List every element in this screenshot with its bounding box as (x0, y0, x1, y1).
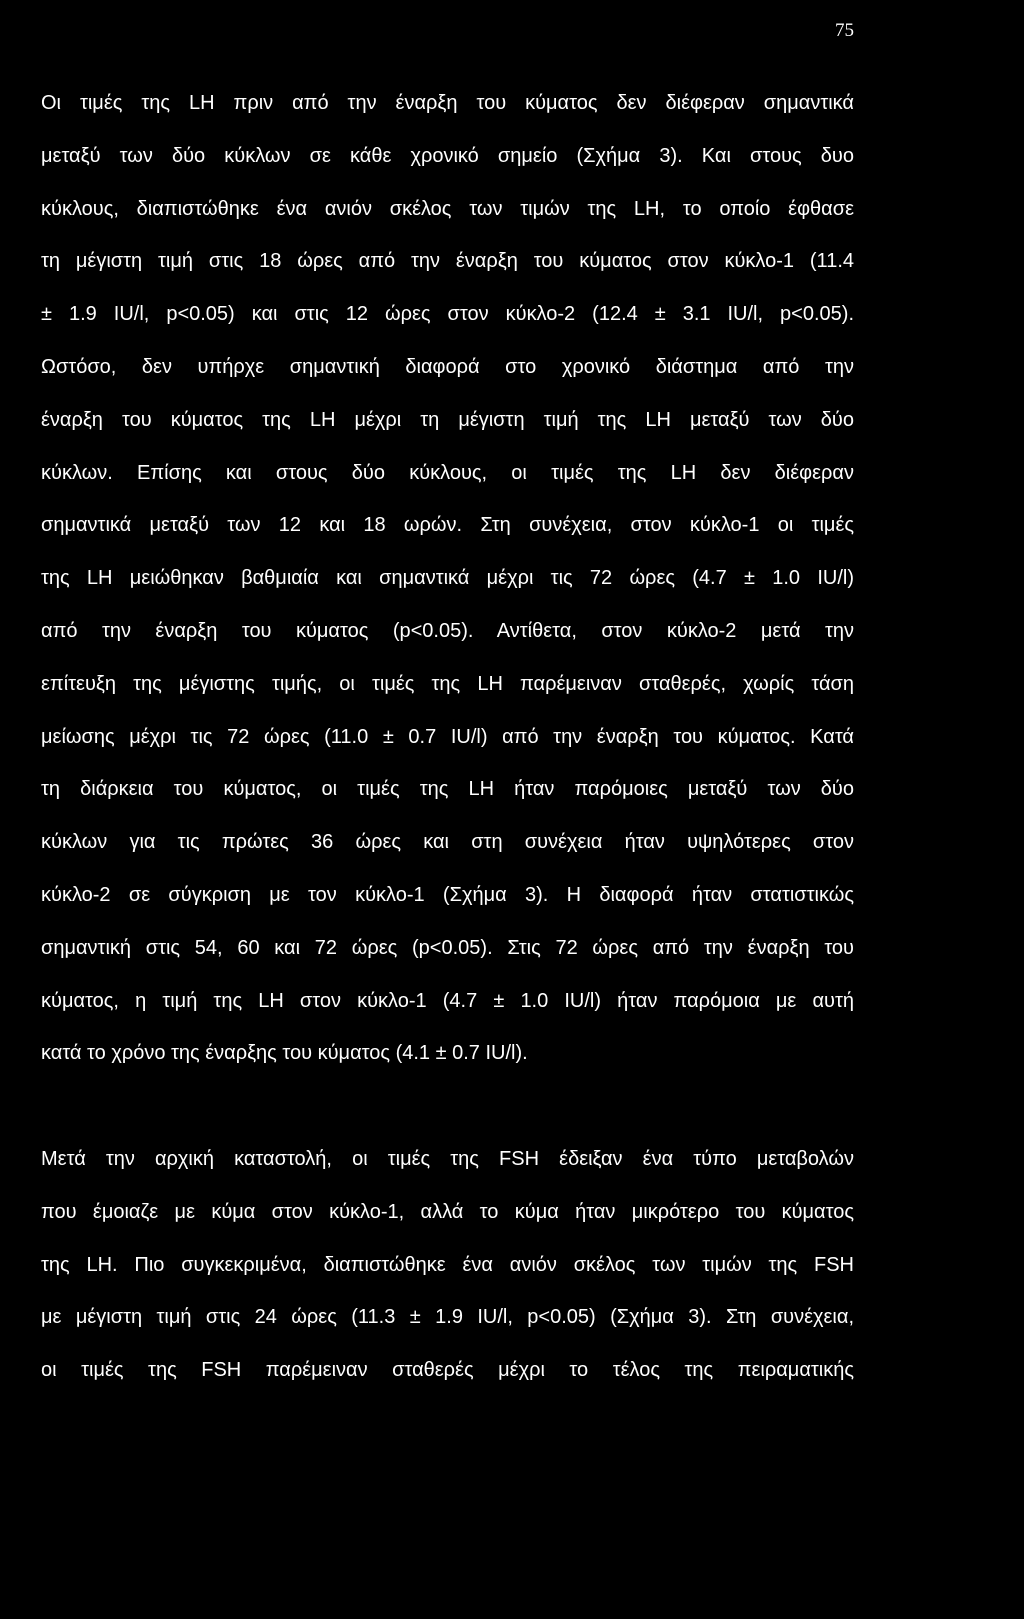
text-line: επίτευξη της μέγιστης τιμής, οι τιμές της LH παρέμειναν σταθερές, χωρίς τάση (41, 672, 854, 695)
paragraph-lh-results (41, 77, 854, 1080)
text-line: μεταξύ των δύο κύκλων σε κάθε χρονικό σημείο (Σχήμα 3). Και στους δυο (41, 144, 854, 167)
text-line: Μετά την αρχική καταστολή, οι τιμές της FSH έδειξαν ένα τύπο μεταβολών (41, 1148, 854, 1170)
text-line: κύκλους, διαπιστώθηκε ένα ανιόν σκέλος των τιμών της LH, το οποίο έφθασε (41, 197, 854, 220)
text-line: κύκλων. Επίσης και στους δύο κύκλους, οι τιμές της LH δεν διέφεραν (41, 461, 854, 484)
text-line: έναρξη του κύματος της LH μέχρι τη μέγιστη τιμή της LH μεταξύ των δύο (41, 408, 854, 431)
text-line: από την έναρξη του κύματος (p<0.05). Αντίθετα, στον κύκλο-2 μετά την (41, 619, 854, 642)
text-line: ± 1.9 IU/l, p<0.05) και στις 12 ώρες στον κύκλο-2 (12.4 ± 3.1 IU/l, p<0.05). (41, 303, 854, 326)
text-line: της LH. Πιο συγκεκριμένα, διαπιστώθηκε ένα ανιόν σκέλος των τιμών της FSH (41, 1253, 854, 1276)
text-line: Ωστόσο, δεν υπήρχε σημαντική διαφορά στο χρονικό διάστημα από την (41, 355, 854, 378)
text-line: που έμοιαζε με κύμα στον κύκλο-1, αλλά το κύμα ήταν μικρότερο του κύματος (41, 1200, 854, 1223)
text-line: Οι τιμές της LH πριν από την έναρξη του κύματος δεν διέφεραν σημαντικά (41, 92, 854, 114)
text-line: κύκλων για τις πρώτες 36 ώρες και στη συνέχεια ήταν υψηλότερες στον (41, 831, 854, 854)
text-line: κύκλο-2 σε σύγκριση με τον κύκλο-1 (Σχήμα 3). Η διαφορά ήταν στατιστικώς (41, 883, 854, 906)
text-line: κύματος, η τιμή της LH στον κύκλο-1 (4.7 ± 1.0 IU/l) ήταν παρόμοια με αυτή (41, 989, 854, 1012)
text-line: μείωσης μέχρι τις 72 ώρες (11.0 ± 0.7 IU/l) από την έναρξη του κύματος. Κατά (41, 725, 854, 748)
text-line: κατά το χρόνο της έναρξης του κύματος (4.1 ± 0.7 IU/l). (41, 1042, 528, 1065)
text-line: της LH μειώθηκαν βαθμιαία και σημαντικά μέχρι τις 72 ώρες (4.7 ± 1.0 IU/l) (41, 567, 854, 590)
text-line: σημαντικά μεταξύ των 12 και 18 ωρών. Στη συνέχεια, στον κύκλο-1 οι τιμές (41, 514, 854, 537)
paragraph-fsh-results (41, 1133, 854, 1397)
page-number: 75 (835, 20, 854, 41)
text-line: σημαντική στις 54, 60 και 72 ώρες (p<0.05). Στις 72 ώρες από την έναρξη του (41, 936, 854, 959)
text-line: με μέγιστη τιμή στις 24 ώρες (11.3 ± 1.9 IU/l, p<0.05) (Σχήμα 3). Στη συνέχεια, (41, 1306, 854, 1329)
text-line: τη διάρκεια του κύματος, οι τιμές της LH ήταν παρόμοιες μεταξύ των δύο (41, 778, 854, 801)
text-line: τη μέγιστη τιμή στις 18 ώρες από την έναρξη του κύματος στον κύκλο-1 (11.4 (41, 250, 854, 273)
text-line: οι τιμές της FSH παρέμειναν σταθερές μέχρι το τέλος της πειραματικής (41, 1359, 854, 1382)
